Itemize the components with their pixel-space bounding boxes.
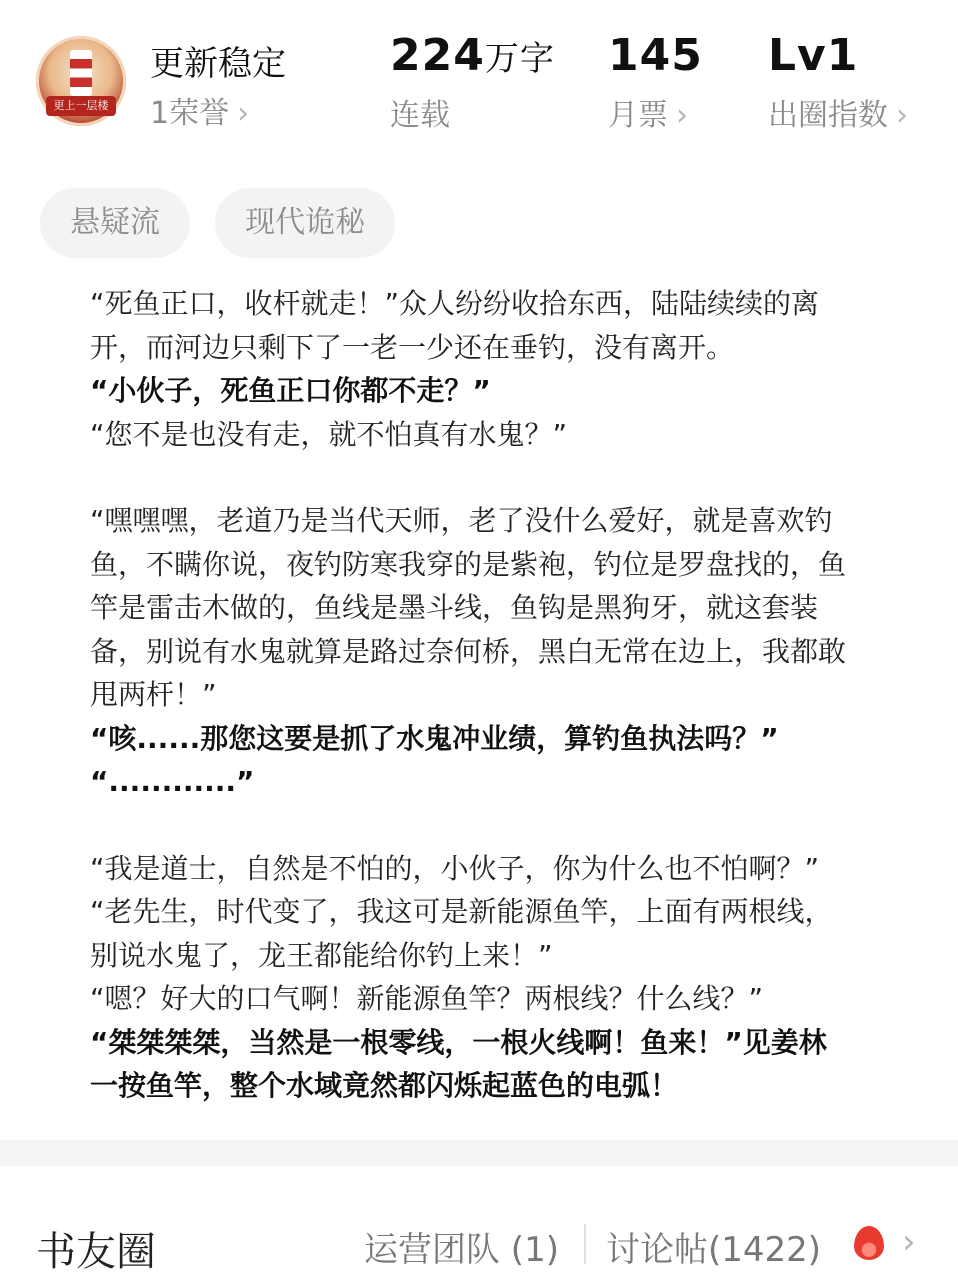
reader-circle-bar: [0, 1200, 958, 1280]
monthly-tickets-label: 月票: [608, 98, 668, 133]
level-value: Lv1: [768, 30, 859, 81]
tag-modern-mystery[interactable]: 现代诡秘: [215, 188, 395, 258]
chevron-right-icon: ›: [237, 96, 250, 131]
paragraph: “死鱼正口，收杆就走！”众人纷纷收拾东西，陆陆续续的离开，而河边只剩下了一老一少还在垂钓，没有离开。: [90, 287, 820, 364]
honor-badge-icon[interactable]: [36, 36, 126, 126]
paragraph: “嘿嘿嘿，老道乃是当代天师，老了没什么爱好，就是喜欢钓鱼，不瞒你说，夜钓防寒我穿的是紫袍，钓位是罗盘找的，鱼竿是雷击木做的，鱼线是墨斗线，鱼钩是黑狗牙，就这套装备，别说有水鬼就算是路过奈何桥，黑白无常在边上，我都敢甩两杆！”: [90, 504, 847, 711]
tag-suspense[interactable]: 悬疑流: [40, 188, 190, 258]
chevron-right-icon: ›: [676, 98, 688, 133]
serial-status: 连载: [390, 98, 450, 133]
flame-icon: [854, 1226, 884, 1260]
paragraph: “您不是也没有走，就不怕真有水鬼？”: [90, 417, 568, 451]
section-divider: [0, 1140, 958, 1166]
chevron-right-icon[interactable]: ›: [902, 1222, 916, 1262]
honor-link[interactable]: [150, 88, 249, 132]
genre-tags: [40, 188, 415, 258]
chevron-right-icon: ›: [896, 98, 908, 133]
paragraph: “老先生，时代变了，我这可是新能源鱼竿，上面有两根线，别说水鬼了，龙王都能给你钓上来！”: [90, 895, 833, 972]
paragraph-gap: [90, 804, 850, 847]
badge-title: 更新稳定: [150, 44, 286, 84]
lighthouse-icon: [70, 50, 92, 96]
story-excerpt: [90, 282, 850, 1108]
word-count-unit: 万字: [484, 39, 555, 79]
paragraph: “咳......那您这要是抓了水鬼冲业绩，算钓鱼执法吗？”: [90, 721, 779, 755]
monthly-tickets-value: 145: [608, 30, 703, 81]
reader-circle-title: 书友圈: [36, 1229, 156, 1275]
word-count-value: 224: [390, 30, 485, 81]
paragraph: “............”: [90, 765, 255, 798]
paragraph: “我是道士，自然是不怕的，小伙子，你为什么也不怕啊？”: [90, 851, 820, 885]
influence-index-link[interactable]: [768, 90, 908, 134]
influence-index-label: 出圈指数: [768, 98, 888, 133]
word-count: [390, 30, 555, 81]
monthly-tickets-link[interactable]: [608, 90, 688, 134]
book-stats-header: [0, 0, 958, 150]
paragraph: “小伙子，死鱼正口你都不走？”: [90, 374, 491, 407]
paragraph-gap: [90, 456, 850, 499]
paragraph: “嗯？好大的口气啊！新能源鱼竿？两根线？什么线？”: [90, 982, 764, 1015]
discussion-posts-link[interactable]: 讨论帖(1422): [606, 1230, 822, 1270]
divider: [584, 1224, 586, 1264]
ops-team-link[interactable]: 运营团队 (1): [364, 1230, 559, 1270]
honor-count: 1荣誉: [150, 96, 230, 131]
paragraph: “桀桀桀桀，当然是一根零线，一根火线啊！鱼来！”见姜林一按鱼竿，整个水域竟然都闪烁起蓝色的电弧！: [90, 1025, 827, 1102]
badge-ribbon: 更上一层楼: [46, 96, 116, 116]
